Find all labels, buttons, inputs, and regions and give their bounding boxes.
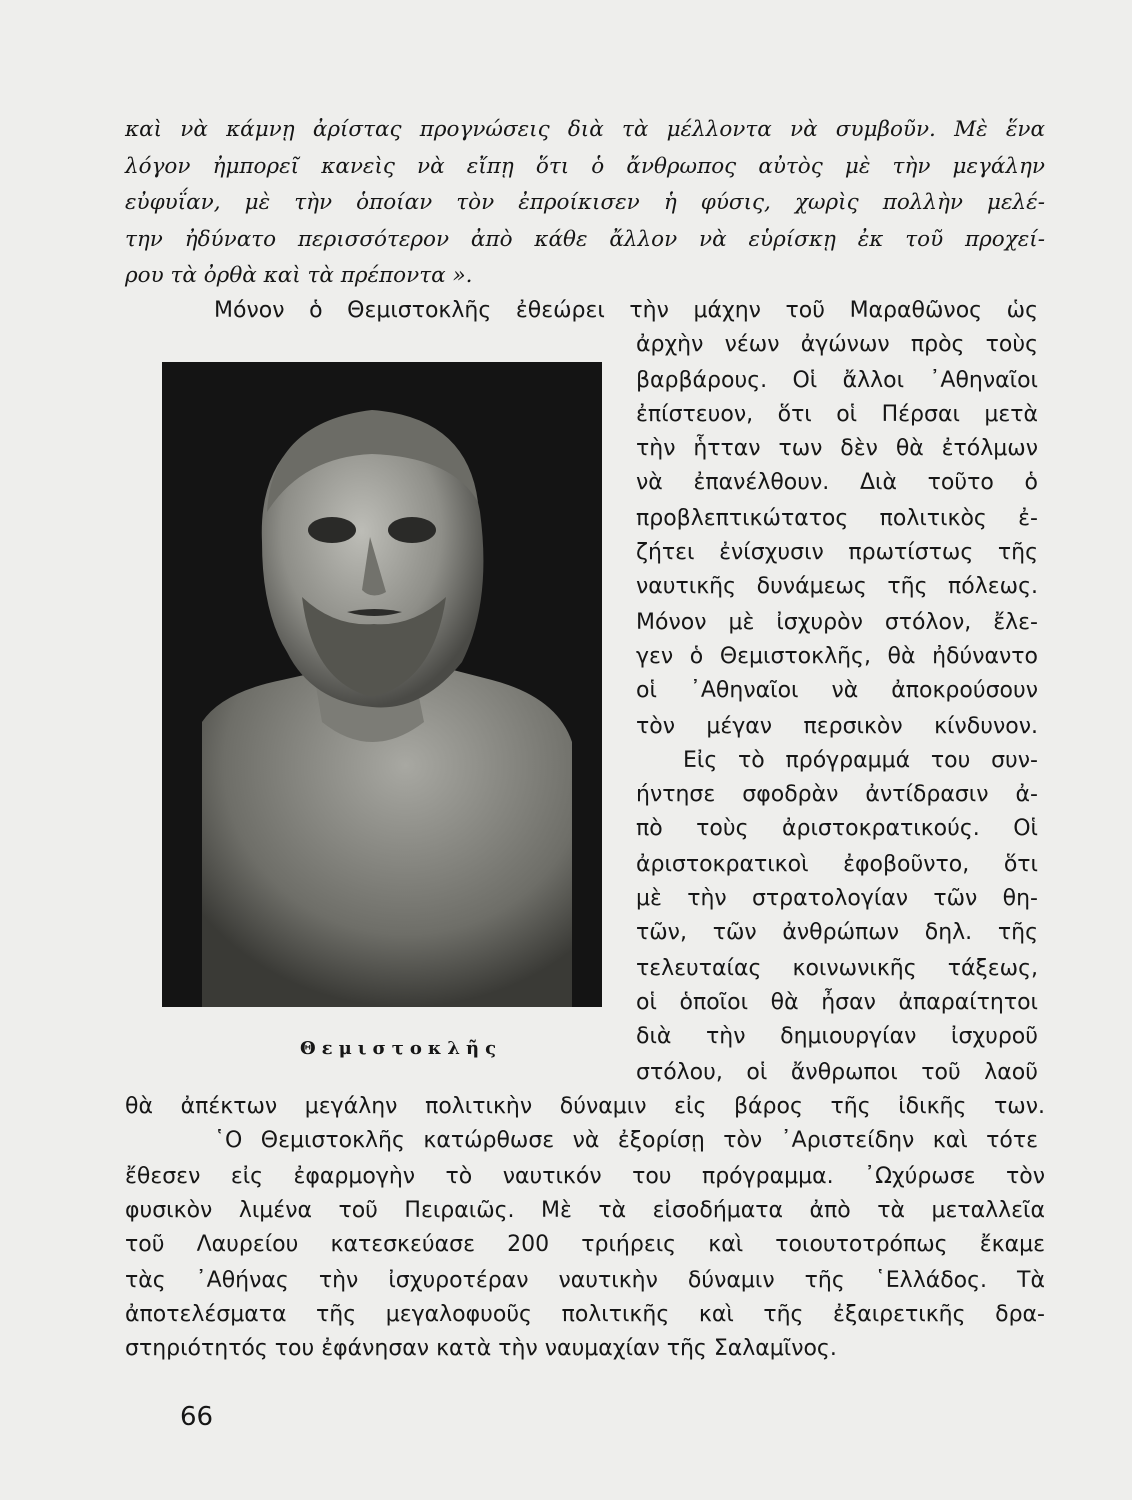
quote-line: την ἠδύνατο περισσότερον ἀπὸ κάθε ἄλλον νὰ εὑρίσκῃ ἐκ τοῦ προχεί- bbox=[125, 226, 1045, 252]
intro-line: Μόνον ὁ Θεμιστοκλῆς ἐθεώρει τὴν μάχην τοῦ Μαραθῶνος ὡς bbox=[214, 298, 1038, 323]
quote-line: καὶ νὰ κάμνῃ ἀρίστας προγνώσεις διὰ τὰ μέλλοντα νὰ συμβοῦν. Μὲ ἕνα bbox=[125, 117, 1045, 142]
bust-illustration bbox=[162, 362, 602, 1007]
page-number: 66 bbox=[180, 1402, 214, 1432]
quote-line: εὐφυΐαν, μὲ τὴν ὁποίαν τὸν ἐπροίκισεν ἡ φύσις, χωρὶς πολλὴν μελέ- bbox=[125, 190, 1045, 215]
paragraph-line: τὰς ᾿Αθήνας τὴν ἰσχυροτέραν ναυτικὴν δύναμιν τῆς ῾Ελλάδος. Τὰ bbox=[125, 1268, 1045, 1293]
column-line: ἐπίστευον, ὅτι οἱ Πέρσαι μετὰ bbox=[636, 402, 1038, 427]
themistocles-bust-photo bbox=[162, 362, 602, 1007]
column-line: διὰ τὴν δημιουργίαν ἰσχυροῦ bbox=[636, 1024, 1038, 1049]
photo-caption: Θεμιστοκλῆς bbox=[300, 1038, 503, 1059]
column-line: στόλου, οἱ ἄνθρωποι τοῦ λαοῦ bbox=[636, 1060, 1038, 1085]
column-line: Εἰς τὸ πρόγραμμά του συν- bbox=[683, 748, 1038, 773]
column-line: Μόνον μὲ ἰσχυρὸν στόλον, ἔλε- bbox=[636, 610, 1038, 635]
column-line: τὴν ἧτταν των δὲν θὰ ἐτόλμων bbox=[636, 436, 1038, 461]
paragraph-line: τοῦ Λαυρείου κατεσκεύασε 200 τριήρεις καὶ τοιουτοτρόπως ἔκαμε bbox=[125, 1232, 1045, 1257]
column-line: τῶν, τῶν ἀνθρώπων δηλ. τῆς bbox=[636, 920, 1038, 945]
column-line: προβλεπτικώτατος πολιτικὸς ἐ- bbox=[636, 506, 1038, 531]
quote-block bbox=[125, 112, 1045, 295]
column-line: τὸν μέγαν περσικὸν κίνδυνον. bbox=[636, 714, 1038, 739]
paragraph-line: ἀποτελέσματα τῆς μεγαλοφυοῦς πολιτικῆς καὶ τῆς ἐξαιρετικῆς δρα- bbox=[125, 1302, 1045, 1327]
paragraph-line: στηριότητός του ἐφάνησαν κατὰ τὴν ναυμαχίαν τῆς Σαλαμῖνος. bbox=[125, 1336, 837, 1361]
column-line: ήντησε σφοδρὰν ἀντίδρασιν ἀ- bbox=[636, 782, 1038, 807]
paragraph-line: φυσικὸν λιμένα τοῦ Πειραιῶς. Μὲ τὰ εἰσοδήματα ἀπὸ τὰ μεταλλεῖα bbox=[125, 1198, 1045, 1223]
paragraph-line: ῾Ο Θεμιστοκλῆς κατώρθωσε νὰ ἐξορίσῃ τὸν ᾿Αριστείδην καὶ τότε bbox=[214, 1128, 1038, 1153]
quote-line: ρου τὰ ὀρθὰ καὶ τὰ πρέποντα ». bbox=[125, 263, 473, 288]
column-line: τελευταίας κοινωνικῆς τάξεως, bbox=[636, 956, 1038, 981]
column-line: πὸ τοὺς ἀριστοκρατικούς. Οἱ bbox=[636, 816, 1038, 841]
column-line: ζήτει ἐνίσχυσιν πρωτίστως τῆς bbox=[636, 540, 1038, 565]
paragraph-line: θὰ ἀπέκτων μεγάλην πολιτικὴν δύναμιν εἰς βάρος τῆς ἰδικῆς των. bbox=[125, 1094, 1045, 1119]
column-line: ναυτικῆς δυνάμεως τῆς πόλεως. bbox=[636, 574, 1038, 599]
column-line: ἀριστοκρατικοὶ ἐφοβοῦντο, ὅτι bbox=[636, 852, 1038, 877]
column-line: μὲ τὴν στρατολογίαν τῶν θη- bbox=[636, 886, 1038, 911]
quote-line: λόγον ἠμπορεῖ κανεὶς νὰ εἴπῃ ὅτι ὁ ἄνθρωπος αὐτὸς μὲ τὴν μεγάλην bbox=[125, 153, 1045, 179]
column-line: γεν ὁ Θεμιστοκλῆς, θὰ ἠδύναντο bbox=[636, 644, 1038, 669]
column-line: νὰ ἐπανέλθουν. Διὰ τοῦτο ὁ bbox=[636, 470, 1038, 495]
paragraph-line: ἔθεσεν εἰς ἐφαρμογὴν τὸ ναυτικόν του πρόγραμμα. ᾿Ωχύρωσε τὸν bbox=[125, 1164, 1045, 1189]
column-line: οἱ ᾿Αθηναῖοι νὰ ἀποκρούσουν bbox=[636, 678, 1038, 703]
column-line: ἀρχὴν νέων ἀγώνων πρὸς τοὺς bbox=[636, 332, 1038, 357]
column-line: βαρβάρους. Οἱ ἄλλοι ᾿Αθηναῖοι bbox=[636, 368, 1038, 393]
column-line: οἱ ὁποῖοι θὰ ἦσαν ἀπαραίτητοι bbox=[636, 990, 1038, 1015]
